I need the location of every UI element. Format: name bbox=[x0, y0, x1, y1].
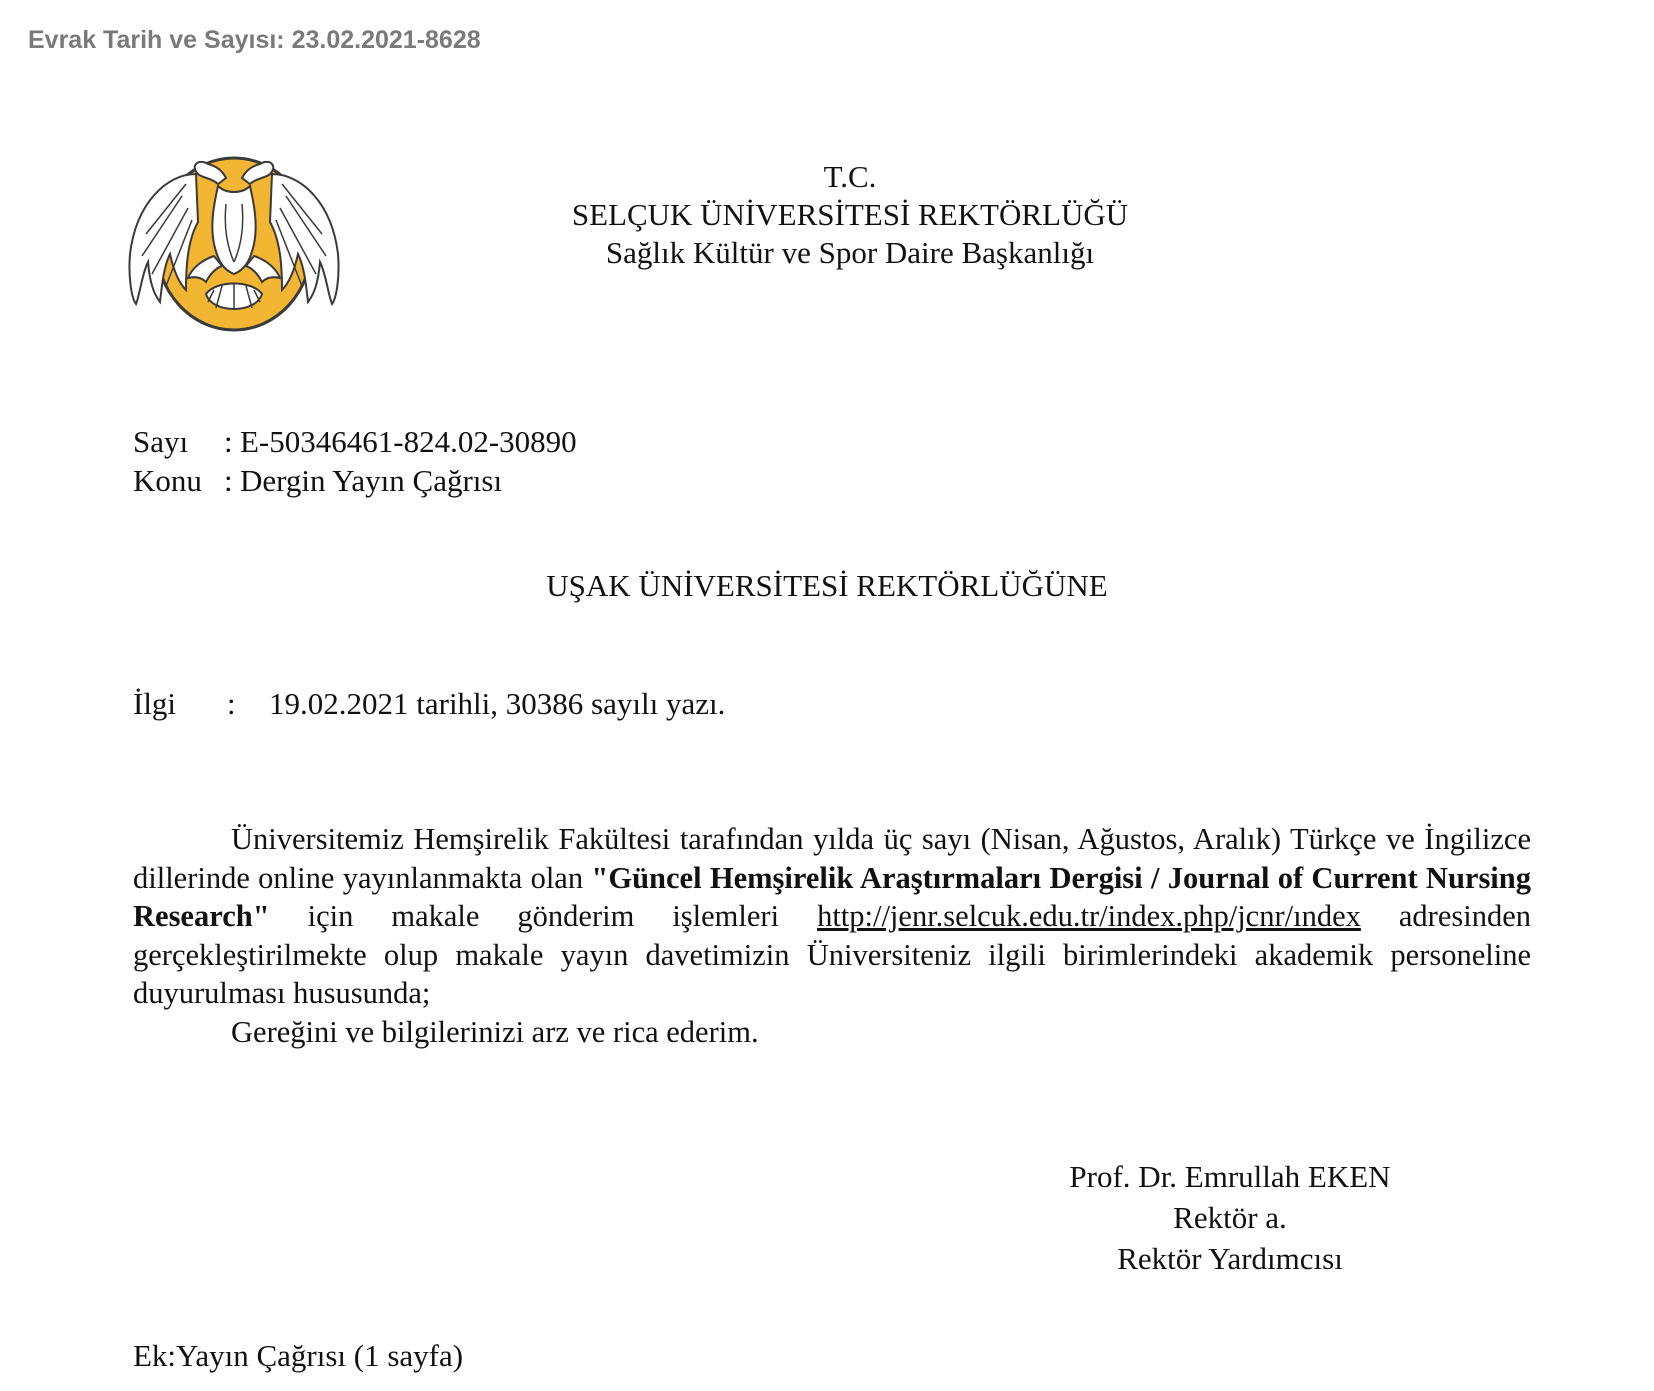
journal-submission-link[interactable]: http://jenr.selcuk.edu.tr/index.php/jcnr/ındex bbox=[817, 899, 1361, 934]
sayi-value: E-50346461-824.02-30890 bbox=[240, 424, 577, 459]
journal-name: "Güncel Hemşirelik Araştırmaları Dergisi / Journal of Current Nursing Research" bbox=[133, 860, 1531, 934]
signatory-title: Rektör Yardımcısı bbox=[1117, 1241, 1343, 1276]
signatory-line-2: Rektör a. bbox=[1173, 1200, 1287, 1235]
ilgi-separator: : bbox=[227, 686, 236, 721]
letterhead bbox=[500, 158, 1200, 272]
ilgi-label: İlgi bbox=[133, 686, 177, 721]
konu-label: Konu bbox=[133, 463, 202, 498]
signature-block bbox=[1030, 1156, 1430, 1279]
konu-separator: : bbox=[224, 463, 233, 498]
body-paragraph-1 bbox=[133, 820, 1531, 1013]
ilgi-value: 19.02.2021 tarihli, 30386 sayılı yazı. bbox=[269, 686, 726, 721]
body-text-part: için makale gönderim işlemleri bbox=[269, 899, 818, 934]
university-eagle-logo-icon bbox=[126, 144, 342, 334]
letterhead-line-university: SELÇUK ÜNİVERSİTESİ REKTÖRLÜĞÜ bbox=[571, 197, 1129, 232]
letterhead-line-department: Sağlık Kültür ve Spor Daire Başkanlığı bbox=[605, 235, 1095, 270]
body-text-part: adresinden gerçekleştirilmekte olup makale yayın davetimizin Üniversiteniz ilgili birimlerindeki akademik personeline duyurulması hususunda; bbox=[133, 899, 1531, 1011]
signatory-name: Prof. Dr. Emrullah EKEN bbox=[1069, 1159, 1391, 1194]
body-text-part: Üniversitemiz Hemşirelik Fakültesi tarafından yılda üç sayı (Nisan, Ağustos, Aralık) Türkçe ve İngilizce dillerinde online yayınlanmakta olan bbox=[133, 822, 1531, 895]
body-paragraph-2: Gereğini ve bilgilerinizi arz ve rica ederim. bbox=[231, 1014, 759, 1049]
sayi-label: Sayı bbox=[133, 424, 189, 459]
letterhead-line-tc: T.C. bbox=[823, 159, 877, 194]
letter-body bbox=[133, 820, 1531, 1052]
sayi-separator: : bbox=[224, 424, 233, 459]
konu-value: Dergin Yayın Çağrısı bbox=[240, 463, 503, 498]
attachment-note: Ek:Yayın Çağrısı (1 sayfa) bbox=[133, 1338, 464, 1373]
document-date-stamp: Evrak Tarih ve Sayısı: 23.02.2021-8628 bbox=[28, 26, 481, 54]
addressee: UŞAK ÜNİVERSİTESİ REKTÖRLÜĞÜNE bbox=[546, 568, 1108, 603]
